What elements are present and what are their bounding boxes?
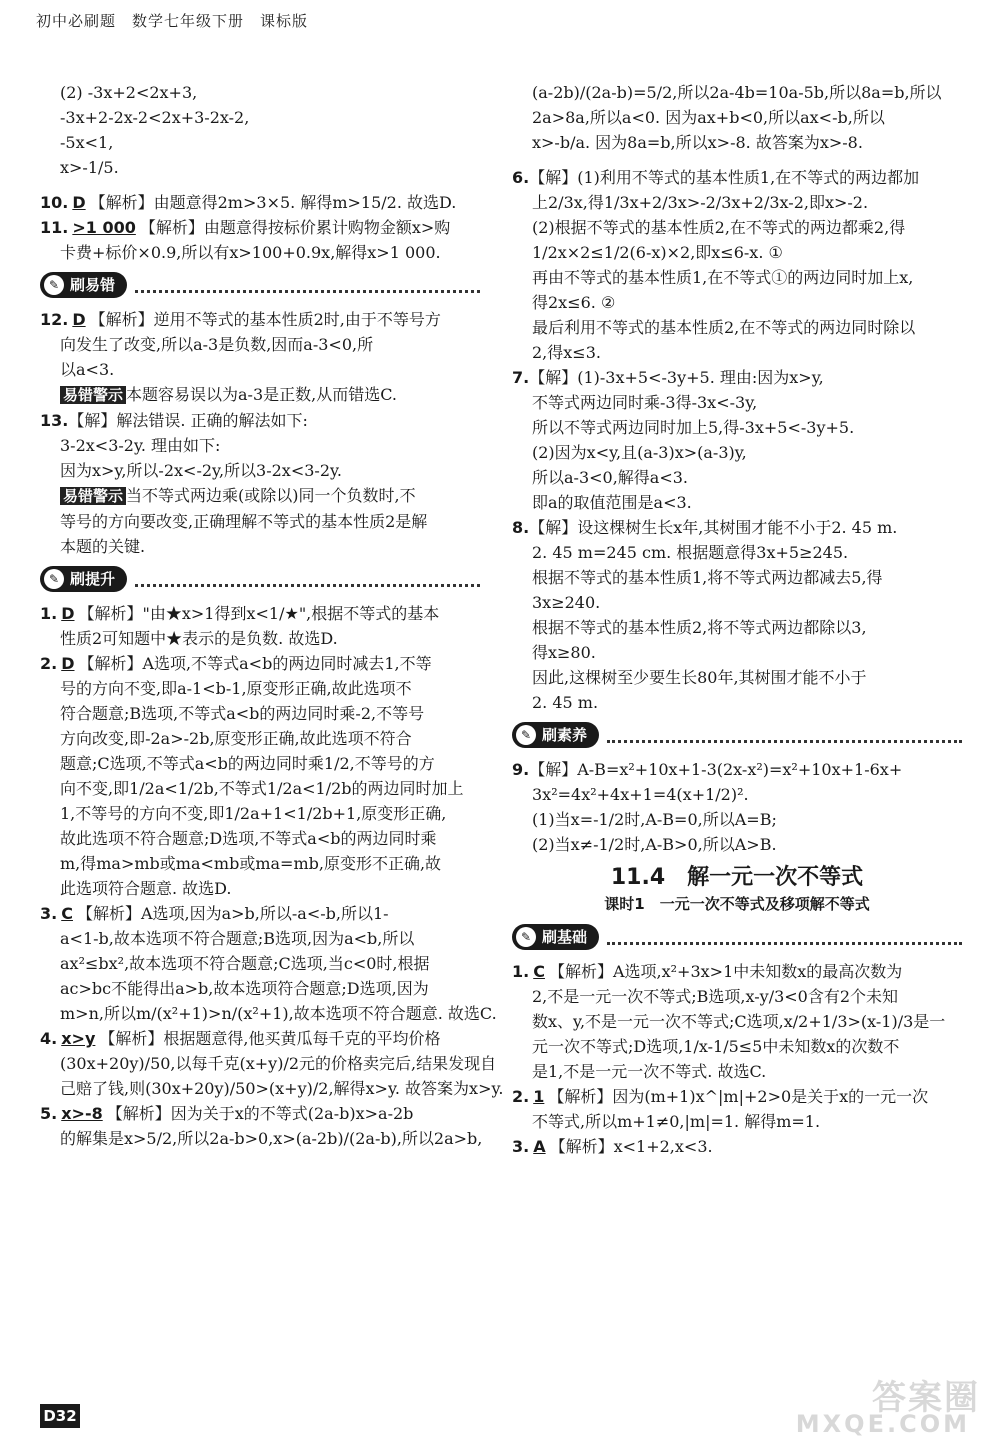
text-line: (a-2b)/(2a-b)=5/2,所以2a-4b=10a-5b,所以8a=b,所以 [532, 83, 942, 102]
text-line: 2. 45 m=245 cm. 根据题意得3x+5≥245. [532, 543, 849, 562]
question-b3 [512, 1134, 962, 1159]
section-badge-label: 刷素养 [542, 725, 588, 744]
answer: C [533, 962, 545, 981]
question-5 [40, 1101, 480, 1126]
text-line: 方向改变,即-2a>-2b,原变形正确,故此选项不符合 [60, 729, 412, 748]
text-line: (30x+20y)/50,以每千克(x+y)/2元的价格卖完后,结果发现自 [60, 1054, 497, 1073]
warning-text: 本题容易误以为a-3是正数,从而错选C. [126, 385, 397, 404]
answer-text: 【解】A-B=x²+10x+1-3(2x-x²)=x²+10x+1-6x+ [529, 760, 903, 779]
answer: D [72, 310, 86, 329]
section-badge [512, 722, 599, 748]
text-line: 根据不等式的基本性质2,将不等式两边都除以3, [532, 618, 867, 637]
text-line: a<1-b,故本选项不符合题意;B选项,因为a<b,所以 [60, 929, 415, 948]
dotted-divider [135, 572, 480, 587]
answer: x>y [61, 1029, 96, 1048]
question-11 [40, 215, 480, 240]
question-1 [40, 601, 480, 626]
question-number: 9. [512, 760, 530, 779]
question-number: 7. [512, 368, 530, 387]
question-number: 2. [40, 654, 58, 673]
question-10 [40, 190, 480, 215]
question-number: 6. [512, 168, 530, 187]
text-line: 此选项符合题意. 故选D. [60, 879, 232, 898]
text-line: 卡费+标价×0.9,所以有x>100+0.9x,解得x>1 000. [60, 243, 441, 262]
answer: D [61, 654, 75, 673]
answer: D [61, 604, 75, 623]
question-13 [40, 408, 480, 433]
question-number: 8. [512, 518, 530, 537]
lesson-title: 课时1 一元一次不等式及移项解不等式 [604, 895, 870, 913]
text-line: (2)根据不等式的基本性质2,在不等式的两边都乘2,得 [532, 218, 906, 237]
text-line: 1,不等号的方向不变,即1/2a+1<1/2b+1,原变形正确, [60, 804, 447, 823]
question-12 [40, 307, 480, 332]
question-8 [512, 515, 962, 540]
question-7 [512, 365, 962, 390]
pencil-icon: ✎ [44, 275, 64, 295]
text-line: 向发生了改变,所以a-3是负数,因而a-3<0,所 [60, 335, 374, 354]
answer: 1 [533, 1087, 545, 1106]
text-line: 因此,这棵树至少要生长80年,其树围才能不小于 [532, 668, 867, 687]
text-line: (1)当x=-1/2时,A-B=0,所以A=B; [532, 810, 777, 829]
question-2 [40, 651, 480, 676]
answer-text: 【解】(1)利用不等式的基本性质1,在不等式的两边都加 [529, 168, 920, 187]
section-badge-row [512, 923, 962, 951]
warning-note [40, 382, 480, 408]
watermark-url: MXQE.COM [795, 1410, 970, 1438]
text-line: 再由不等式的基本性质1,在不等式①的两边同时加上x, [532, 268, 914, 287]
question-b1 [512, 959, 962, 984]
text-line: 是1,不是一元一次不等式. 故选C. [532, 1062, 767, 1081]
question-b2 [512, 1084, 962, 1109]
pencil-icon: ✎ [44, 569, 64, 589]
text-line: 题意;C选项,不等式a<b的两边同时乘1/2,不等号的方 [60, 754, 435, 773]
text-line: 故此选项不符合题意;D选项,不等式a<b的两边同时乘 [60, 829, 437, 848]
text-line: x>-1/5. [60, 158, 119, 177]
text-line: 上2/3x,得1/3x+2/3x>-2/3x+2/3x-2,即x>-2. [532, 193, 869, 212]
answer-text: 【解析】由题意得按标价累计购物金额x>购 [139, 218, 451, 237]
question-6 [512, 165, 962, 190]
answer-text: 【解析】A选项,x²+3x>1中未知数x的最高次数为 [548, 962, 903, 981]
answer-text: 【解析】A选项,不等式a<b的两边同时减去1,不等 [78, 654, 432, 673]
text-line: x>-b/a. 因为8a=b,所以x>-8. 故答案为x>-8. [532, 133, 863, 152]
text-line: 等号的方向要改变,正确理解不等式的基本性质2是解 [60, 512, 428, 531]
dotted-divider [135, 278, 480, 293]
section-badge [512, 924, 599, 950]
text-line: 的解集是x>5/2,所以2a-b>0,x>(a-2b)/(2a-b),所以2a>b, [60, 1129, 483, 1148]
pencil-icon: ✎ [516, 725, 536, 745]
watermark: 答案圈 [872, 1378, 980, 1418]
text-line: 得x≥80. [532, 643, 596, 662]
text-line: -5x<1, [60, 133, 114, 152]
answer-text: 【解析】由题意得2m>3×5. 解得m>15/2. 故选D. [89, 193, 457, 212]
page-header: 初中必刷题 数学七年级下册 课标版 [36, 12, 309, 30]
question-number: 11. [40, 218, 69, 237]
question-number: 3. [512, 1137, 530, 1156]
text-line: 3x²=4x²+4x+1=4(x+1/2)². [532, 785, 749, 804]
answer-text: 【解析】A选项,因为a>b,所以-a<-b,所以1- [76, 904, 389, 923]
text-line: 号的方向不变,即a-1<b-1,原变形正确,故此选项不 [60, 679, 412, 698]
text-line: 以a<3. [60, 360, 115, 379]
question-number: 12. [40, 310, 69, 329]
answer-text: 【解】(1)-3x+5<-3y+5. 理由:因为x>y, [529, 368, 824, 387]
section-badge-row [512, 721, 962, 749]
question-number: 5. [40, 1104, 58, 1123]
answer: >1 000 [72, 218, 136, 237]
text-line: ax²≤bx²,故本选项不符合题意;C选项,当c<0时,根据 [60, 954, 430, 973]
answer: A [533, 1137, 546, 1156]
question-3 [40, 901, 480, 926]
text-line: 不等式,所以m+1≠0,|m|=1. 解得m=1. [532, 1112, 821, 1131]
text-line: 1/2x×2≤1/2(6-x)×2,即x≤6-x. ① [532, 243, 783, 262]
answer-text: 【解】设这棵树生长x年,其树围才能不小于2. 45 m. [529, 518, 898, 537]
text-line: 本题的关键. [60, 537, 146, 556]
warning-note [40, 483, 480, 509]
warning-text: 当不等式两边乘(或除以)同一个负数时,不 [126, 486, 416, 505]
text-line: (2)当x≠-1/2时,A-B>0,所以A>B. [532, 835, 777, 854]
text-line: 数x、y,不是一元一次不等式;C选项,x/2+1/3>(x-1)/3是一 [532, 1012, 946, 1031]
answer: D [72, 193, 86, 212]
text-line: 2a>8a,所以a<0. 因为ax+b<0,所以ax<-b,所以 [532, 108, 885, 127]
text-line: 所以不等式两边同时加上5,得-3x+5<-3y+5. [532, 418, 855, 437]
question-4 [40, 1026, 480, 1051]
text-line: 根据不等式的基本性质1,将不等式两边都减去5,得 [532, 568, 883, 587]
text-line: 符合题意;B选项,不等式a<b的两边同时乘-2,不等号 [60, 704, 425, 723]
answer-text: 【解析】因为关于x的不等式(2a-b)x>a-2b [106, 1104, 414, 1123]
section-badge-row [40, 565, 480, 593]
text-line: 因为x>y,所以-2x<-2y,所以3-2x<3-2y. [60, 461, 342, 480]
text-line: ac>bc不能得出a>b,故本选项符合题意;D选项,因为 [60, 979, 429, 998]
section-badge-label: 刷基础 [542, 927, 588, 946]
answer: x>-8 [61, 1104, 103, 1123]
answer-text: 【解析】逆用不等式的基本性质2时,由于不等号方 [89, 310, 441, 329]
text-line: 3-2x<3-2y. 理由如下: [60, 436, 221, 455]
question-number: 1. [40, 604, 58, 623]
answer: C [61, 904, 73, 923]
question-9 [512, 757, 962, 782]
text-line: 最后利用不等式的基本性质2,在不等式的两边同时除以 [532, 318, 916, 337]
section-title: 11.4 解一元一次不等式 [610, 865, 864, 890]
answer-text: 【解析】"由★x>1得到x<1/★",根据不等式的基本 [78, 604, 440, 623]
question-number: 3. [40, 904, 58, 923]
text-line: 元一次不等式;D选项,1/x-1/5≤5中未知数x的次数不 [532, 1037, 900, 1056]
answer-text: 【解析】x<1+2,x<3. [549, 1137, 713, 1156]
answer-text: 【解析】因为(m+1)x^|m|+2>0是关于x的一元一次 [548, 1087, 929, 1106]
text-line: m,得ma>mb或ma<mb或ma=mb,原变形不正确,故 [60, 854, 442, 873]
text-line: m>n,所以m/(x²+1)>n/(x²+1),故本选项不符合题意. 故选C. [60, 1004, 497, 1023]
text-line: 2,得x≤3. [532, 343, 601, 362]
section-badge-label: 刷提升 [70, 569, 116, 588]
section-badge-label: 刷易错 [70, 275, 116, 294]
text-line: 2,不是一元一次不等式;B选项,x-y/3<0含有2个未知 [532, 987, 899, 1006]
text-line: 3x≥240. [532, 593, 601, 612]
answer-text: 【解】解法错误. 正确的解法如下: [68, 411, 308, 430]
text-line: 性质2可知题中★表示的是负数. 故选D. [60, 629, 338, 648]
question-number: 2. [512, 1087, 530, 1106]
text-line: 得2x≤6. ② [532, 293, 616, 312]
text-line: (2) -3x+2<2x+3, [60, 83, 198, 102]
section-badge [40, 566, 127, 592]
text-line: 即a的取值范围是a<3. [532, 493, 692, 512]
text-line: 向不变,即1/2a<1/2b,不等式1/2a<1/2b的两边同时加上 [60, 779, 464, 798]
text-line: (2)因为x<y,且(a-3)x>(a-3)y, [532, 443, 747, 462]
left-column [40, 80, 504, 1151]
dotted-divider [607, 728, 962, 743]
section-badge-row [40, 271, 480, 299]
dotted-divider [607, 930, 962, 945]
text-line: 不等式两边同时乘-3得-3x<-3y, [532, 393, 758, 412]
answer-text: 【解析】根据题意得,他买黄瓜每千克的平均价格 [99, 1029, 441, 1048]
text-line: -3x+2-2x-2<2x+3-2x-2, [60, 108, 250, 127]
text-line: 己赔了钱,则(30x+20y)/50>(x+y)/2,解得x>y. 故答案为x>y. [60, 1079, 504, 1098]
question-number: 13. [40, 411, 69, 430]
right-column [512, 80, 962, 1159]
text-line: 2. 45 m. [532, 693, 599, 712]
warning-label: 易错警示 [60, 386, 126, 404]
question-number: 4. [40, 1029, 58, 1048]
pencil-icon: ✎ [516, 927, 536, 947]
section-badge [40, 272, 127, 298]
question-number: 1. [512, 962, 530, 981]
text-line: 所以a-3<0,解得a<3. [532, 468, 689, 487]
page-number: D32 [40, 1404, 80, 1428]
question-number: 10. [40, 193, 69, 212]
warning-label: 易错警示 [60, 487, 126, 505]
